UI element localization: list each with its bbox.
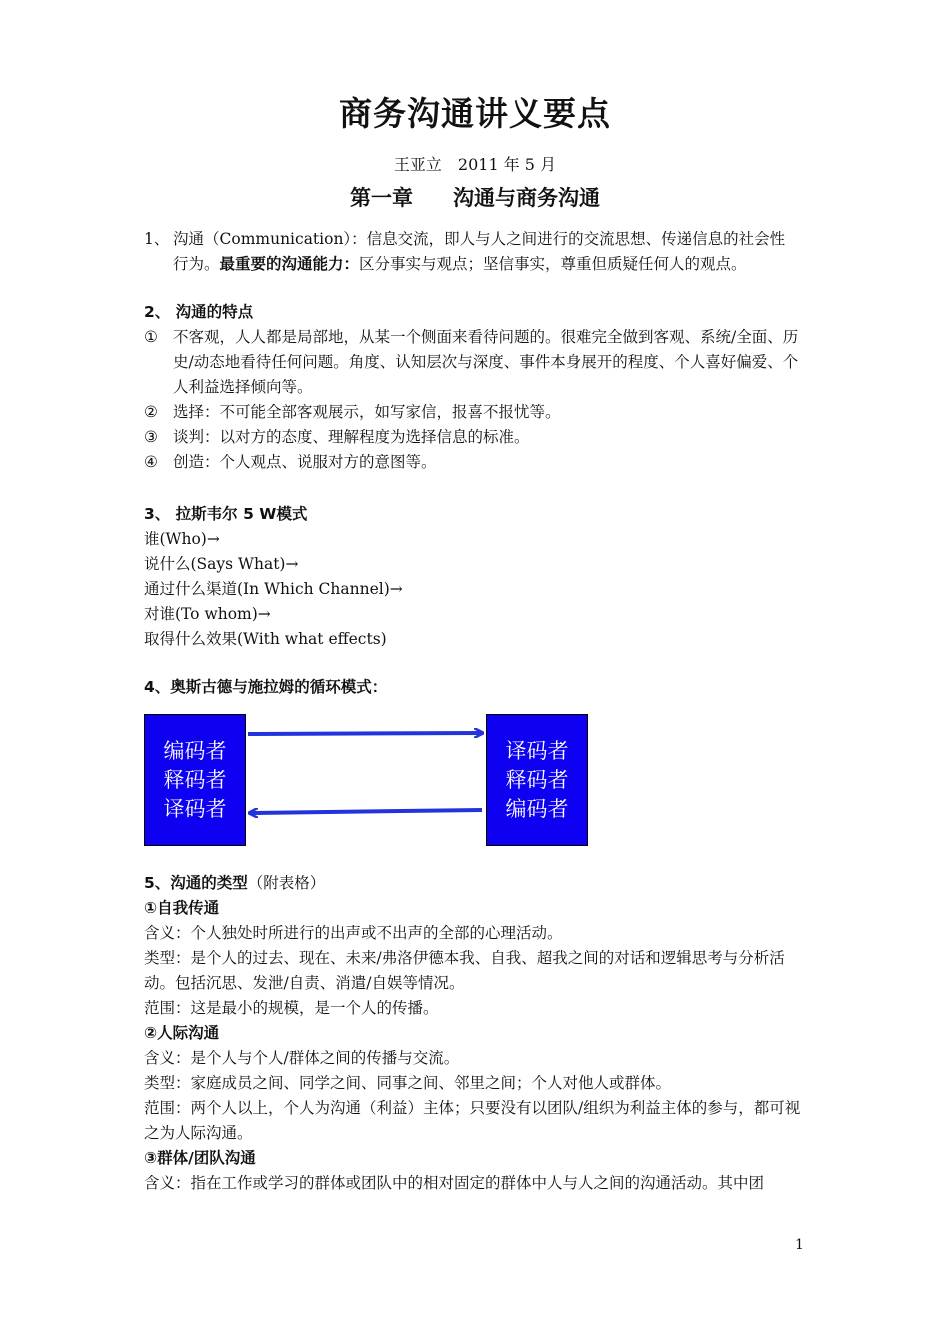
subsection-self-communication: ①自我传通 [144,899,220,917]
s2-item-1 [144,325,812,400]
sender-role-3: 译码者 [163,796,227,821]
forward-arrow-icon [248,733,482,734]
s2-item-2-marker: ② [144,403,158,421]
section-1-line2 [173,252,812,277]
section-2-heading: 2、 沟通的特点 [144,303,254,321]
section-4-heading: 4、奥斯古德与施拉姆的循环模式： [144,678,388,696]
s2-item-3-text: 谈判：以对方的态度、理解程度为选择信息的标准。 [173,428,530,446]
s3-line-channel: 通过什么渠道(In Which Channel)→ [144,580,403,598]
return-arrow-icon [250,810,482,813]
section-1-line2-rest: 区分事实与观点；坚信事实，尊重但质疑任何人的观点。 [359,255,747,273]
interpersonal-types: 类型：家庭成员之间、同学之间、同事之间、邻里之间；个人对他人或群体。 [144,1074,672,1092]
sender-role-2: 释码者 [163,767,227,792]
receiver-role-3: 编码者 [505,796,569,821]
s2-item-4-text: 创造：个人观点、说服对方的意图等。 [173,453,437,471]
s2-item-3 [144,425,812,450]
chapter-number: 第一章 [350,186,413,210]
key-ability-label: 最重要的沟通能力： [219,255,360,273]
interpersonal-scope: 范围：两个人以上，个人为沟通（利益）主体；只要没有以团队/组织为利益主体的参与，都可视之为人际沟通。 [144,1099,801,1142]
s2-item-3-marker: ③ [144,428,158,446]
circular-model-diagram [144,714,812,850]
s3-line-effects: 取得什么效果(With what effects) [144,630,387,648]
document-body [144,227,812,1196]
document-title: 商务沟通讲义要点 [339,94,611,133]
s2-item-2-text: 选择：不可能全部客观展示，如写家信，报喜不报忧等。 [173,403,561,421]
section-1-line2-prefix: 行为。 [173,255,220,273]
self-types: 类型：是个人的过去、现在、未来/弗洛伊德本我、自我、超我之间的对话和逻辑思考与分析活动。包括沉思、发泄/自责、消遣/自娱等情况。 [144,949,785,992]
receiver-role-2: 释码者 [505,767,569,792]
section-5-heading [144,871,812,896]
receiver-role-1: 译码者 [505,738,569,763]
group-meaning: 含义：指在工作或学习的群体或团队中的相对固定的群体中人与人之间的沟通活动。其中团 [144,1174,765,1192]
chapter-heading [0,182,950,212]
section-1-line1: 沟通（Communication）：信息交流，即人与人之间进行的交流思想、传递信息的社会性 [173,230,786,248]
s3-line-says-what: 说什么(Says What)→ [144,555,299,573]
s2-item-2 [144,400,812,425]
section-1-marker: 1、 [144,230,170,248]
subsection-group-team: ③群体/团队沟通 [144,1149,256,1167]
author-date-line: 王亚立 2011 年 5 月 [393,155,557,174]
s2-item-1-marker: ① [144,328,158,346]
chapter-name: 沟通与商务沟通 [453,186,600,210]
page-number: 1 [795,1237,804,1253]
s2-item-4 [144,450,812,475]
section-3-heading: 3、 拉斯韦尔 5 W模式 [144,505,308,523]
self-scope: 范围：这是最小的规模，是一个人的传播。 [144,999,439,1017]
s2-item-1-text: 不客观，人人都是局部地，从某一个侧面来看待问题的。很难完全做到客观、系统/全面、历史/动态地看待任何问题。角度、认知层次与深度、事件本身展开的程度、个人喜好偏爱、个人利益选择倾向等。 [173,328,799,396]
self-meaning: 含义：个人独处时所进行的出声或不出声的全部的心理活动。 [144,924,563,942]
subsection-interpersonal: ②人际沟通 [144,1024,220,1042]
flow-arrows [144,714,812,850]
section-5-heading-text: 5、沟通的类型 [144,874,248,892]
s3-line-who: 谁(Who)→ [144,530,220,548]
section-5-heading-note: （附表格） [247,874,326,892]
section-1 [144,227,812,277]
s2-item-4-marker: ④ [144,453,158,471]
s3-line-to-whom: 对谁(To whom)→ [144,605,271,623]
interpersonal-meaning: 含义：是个人与个人/群体之间的传播与交流。 [144,1049,460,1067]
sender-role-1: 编码者 [163,738,227,763]
